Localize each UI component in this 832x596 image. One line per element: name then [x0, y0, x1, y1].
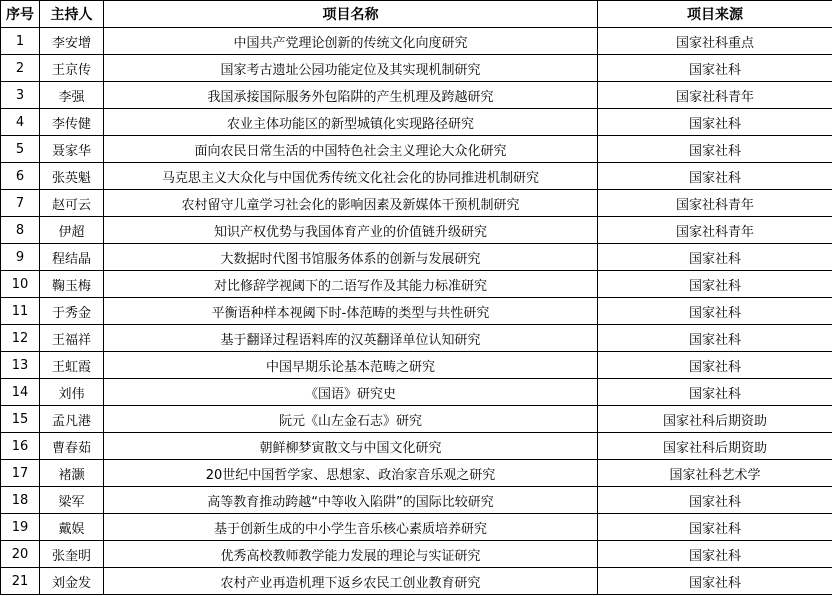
row-cell-pi: 程结晶 [40, 244, 104, 271]
row-cell-no: 7 [1, 190, 40, 217]
row-cell-pi: 张英魁 [40, 163, 104, 190]
row-cell-pi: 于秀金 [40, 298, 104, 325]
row-cell-no: 10 [1, 271, 40, 298]
row-cell-pi: 李强 [40, 82, 104, 109]
row-cell-title: 大数据时代图书馆服务体系的创新与发展研究 [104, 244, 598, 271]
table-row [1, 379, 832, 406]
row-cell-no: 19 [1, 514, 40, 541]
row-cell-pi: 褚灏 [40, 460, 104, 487]
table-row [1, 55, 832, 82]
row-cell-pi: 李传健 [40, 109, 104, 136]
row-cell-source: 国家社科后期资助 [598, 433, 832, 460]
row-cell-no: 11 [1, 298, 40, 325]
row-cell-source: 国家社科重点 [598, 28, 832, 55]
row-cell-no: 6 [1, 163, 40, 190]
table-row [1, 460, 832, 487]
row-cell-source: 国家社科 [598, 163, 832, 190]
row-cell-title: 阮元《山左金石志》研究 [104, 406, 598, 433]
row-cell-pi: 赵可云 [40, 190, 104, 217]
row-cell-pi: 刘伟 [40, 379, 104, 406]
row-cell-title: 对比修辞学视阈下的二语写作及其能力标准研究 [104, 271, 598, 298]
row-cell-pi: 梁军 [40, 487, 104, 514]
table-row [1, 406, 832, 433]
row-cell-title: 国家考古遗址公园功能定位及其实现机制研究 [104, 55, 598, 82]
row-cell-source: 国家社科 [598, 379, 832, 406]
row-cell-source: 国家社科青年 [598, 82, 832, 109]
row-cell-pi: 王京传 [40, 55, 104, 82]
row-cell-no: 18 [1, 487, 40, 514]
row-cell-no: 14 [1, 379, 40, 406]
row-cell-source: 国家社科 [598, 109, 832, 136]
row-cell-no: 12 [1, 325, 40, 352]
table-row [1, 136, 832, 163]
row-cell-title: 高等教育推动跨越“中等收入陷阱”的国际比较研究 [104, 487, 598, 514]
table-row [1, 298, 832, 325]
row-cell-no: 17 [1, 460, 40, 487]
row-cell-no: 20 [1, 541, 40, 568]
row-cell-source: 国家社科 [598, 325, 832, 352]
row-cell-title: 我国承接国际服务外包陷阱的产生机理及跨越研究 [104, 82, 598, 109]
row-cell-source: 国家社科 [598, 514, 832, 541]
row-cell-title: 平衡语种样本视阈下时-体范畴的类型与共性研究 [104, 298, 598, 325]
row-cell-no: 2 [1, 55, 40, 82]
row-cell-source: 国家社科 [598, 487, 832, 514]
table-row [1, 82, 832, 109]
row-cell-source: 国家社科后期资助 [598, 406, 832, 433]
row-cell-no: 15 [1, 406, 40, 433]
table-header [1, 1, 832, 28]
row-cell-title: 中国早期乐论基本范畴之研究 [104, 352, 598, 379]
row-cell-no: 4 [1, 109, 40, 136]
row-cell-pi: 孟凡港 [40, 406, 104, 433]
row-cell-source: 国家社科 [598, 298, 832, 325]
row-cell-source: 国家社科 [598, 352, 832, 379]
row-cell-source: 国家社科 [598, 541, 832, 568]
row-cell-pi: 刘金发 [40, 568, 104, 595]
table-row [1, 190, 832, 217]
row-cell-title: 马克思主义大众化与中国优秀传统文化社会化的协同推进机制研究 [104, 163, 598, 190]
row-cell-source: 国家社科 [598, 55, 832, 82]
row-cell-source: 国家社科青年 [598, 217, 832, 244]
header-cell-title: 项目名称 [104, 1, 598, 28]
row-cell-title: 知识产权优势与我国体育产业的价值链升级研究 [104, 217, 598, 244]
row-cell-source: 国家社科 [598, 136, 832, 163]
row-cell-no: 3 [1, 82, 40, 109]
row-cell-pi: 王福祥 [40, 325, 104, 352]
row-cell-title: 面向农民日常生活的中国特色社会主义理论大众化研究 [104, 136, 598, 163]
table-row [1, 109, 832, 136]
table-row [1, 568, 832, 595]
row-cell-no: 13 [1, 352, 40, 379]
row-cell-title: 农村留守儿童学习社会化的影响因素及新媒体干预机制研究 [104, 190, 598, 217]
row-cell-source: 国家社科 [598, 568, 832, 595]
row-cell-pi: 王虹霞 [40, 352, 104, 379]
table-row [1, 514, 832, 541]
row-cell-pi: 聂家华 [40, 136, 104, 163]
table-row [1, 487, 832, 514]
table-row [1, 244, 832, 271]
table-row [1, 163, 832, 190]
row-cell-no: 21 [1, 568, 40, 595]
row-cell-source: 国家社科 [598, 244, 832, 271]
row-cell-source: 国家社科 [598, 271, 832, 298]
header-row [1, 1, 832, 28]
row-cell-pi: 鞠玉梅 [40, 271, 104, 298]
row-cell-title: 20世纪中国哲学家、思想家、政治家音乐观之研究 [104, 460, 598, 487]
row-cell-title: 中国共产党理论创新的传统文化向度研究 [104, 28, 598, 55]
row-cell-title: 农业主体功能区的新型城镇化实现路径研究 [104, 109, 598, 136]
row-cell-title: 基于翻译过程语料库的汉英翻译单位认知研究 [104, 325, 598, 352]
row-cell-no: 1 [1, 28, 40, 55]
row-cell-title: 优秀高校教师教学能力发展的理论与实证研究 [104, 541, 598, 568]
row-cell-title: 基于创新生成的中小学生音乐核心素质培养研究 [104, 514, 598, 541]
row-cell-no: 8 [1, 217, 40, 244]
row-cell-pi: 戴娱 [40, 514, 104, 541]
table-row [1, 433, 832, 460]
row-cell-no: 16 [1, 433, 40, 460]
table-row [1, 271, 832, 298]
table-row [1, 325, 832, 352]
row-cell-pi: 曹春茹 [40, 433, 104, 460]
header-cell-pi: 主持人 [40, 1, 104, 28]
header-cell-source: 项目来源 [598, 1, 832, 28]
row-cell-title: 《国语》研究史 [104, 379, 598, 406]
row-cell-pi: 张奎明 [40, 541, 104, 568]
table-row [1, 217, 832, 244]
row-cell-source: 国家社科艺术学 [598, 460, 832, 487]
table-row [1, 352, 832, 379]
row-cell-no: 9 [1, 244, 40, 271]
header-cell-no: 序号 [1, 1, 40, 28]
row-cell-source: 国家社科青年 [598, 190, 832, 217]
table-row [1, 541, 832, 568]
table-body [1, 28, 832, 595]
row-cell-pi: 李安增 [40, 28, 104, 55]
row-cell-title: 农村产业再造机理下返乡农民工创业教育研究 [104, 568, 598, 595]
row-cell-title: 朝鲜柳梦寅散文与中国文化研究 [104, 433, 598, 460]
row-cell-pi: 伊超 [40, 217, 104, 244]
row-cell-no: 5 [1, 136, 40, 163]
table-row [1, 28, 832, 55]
